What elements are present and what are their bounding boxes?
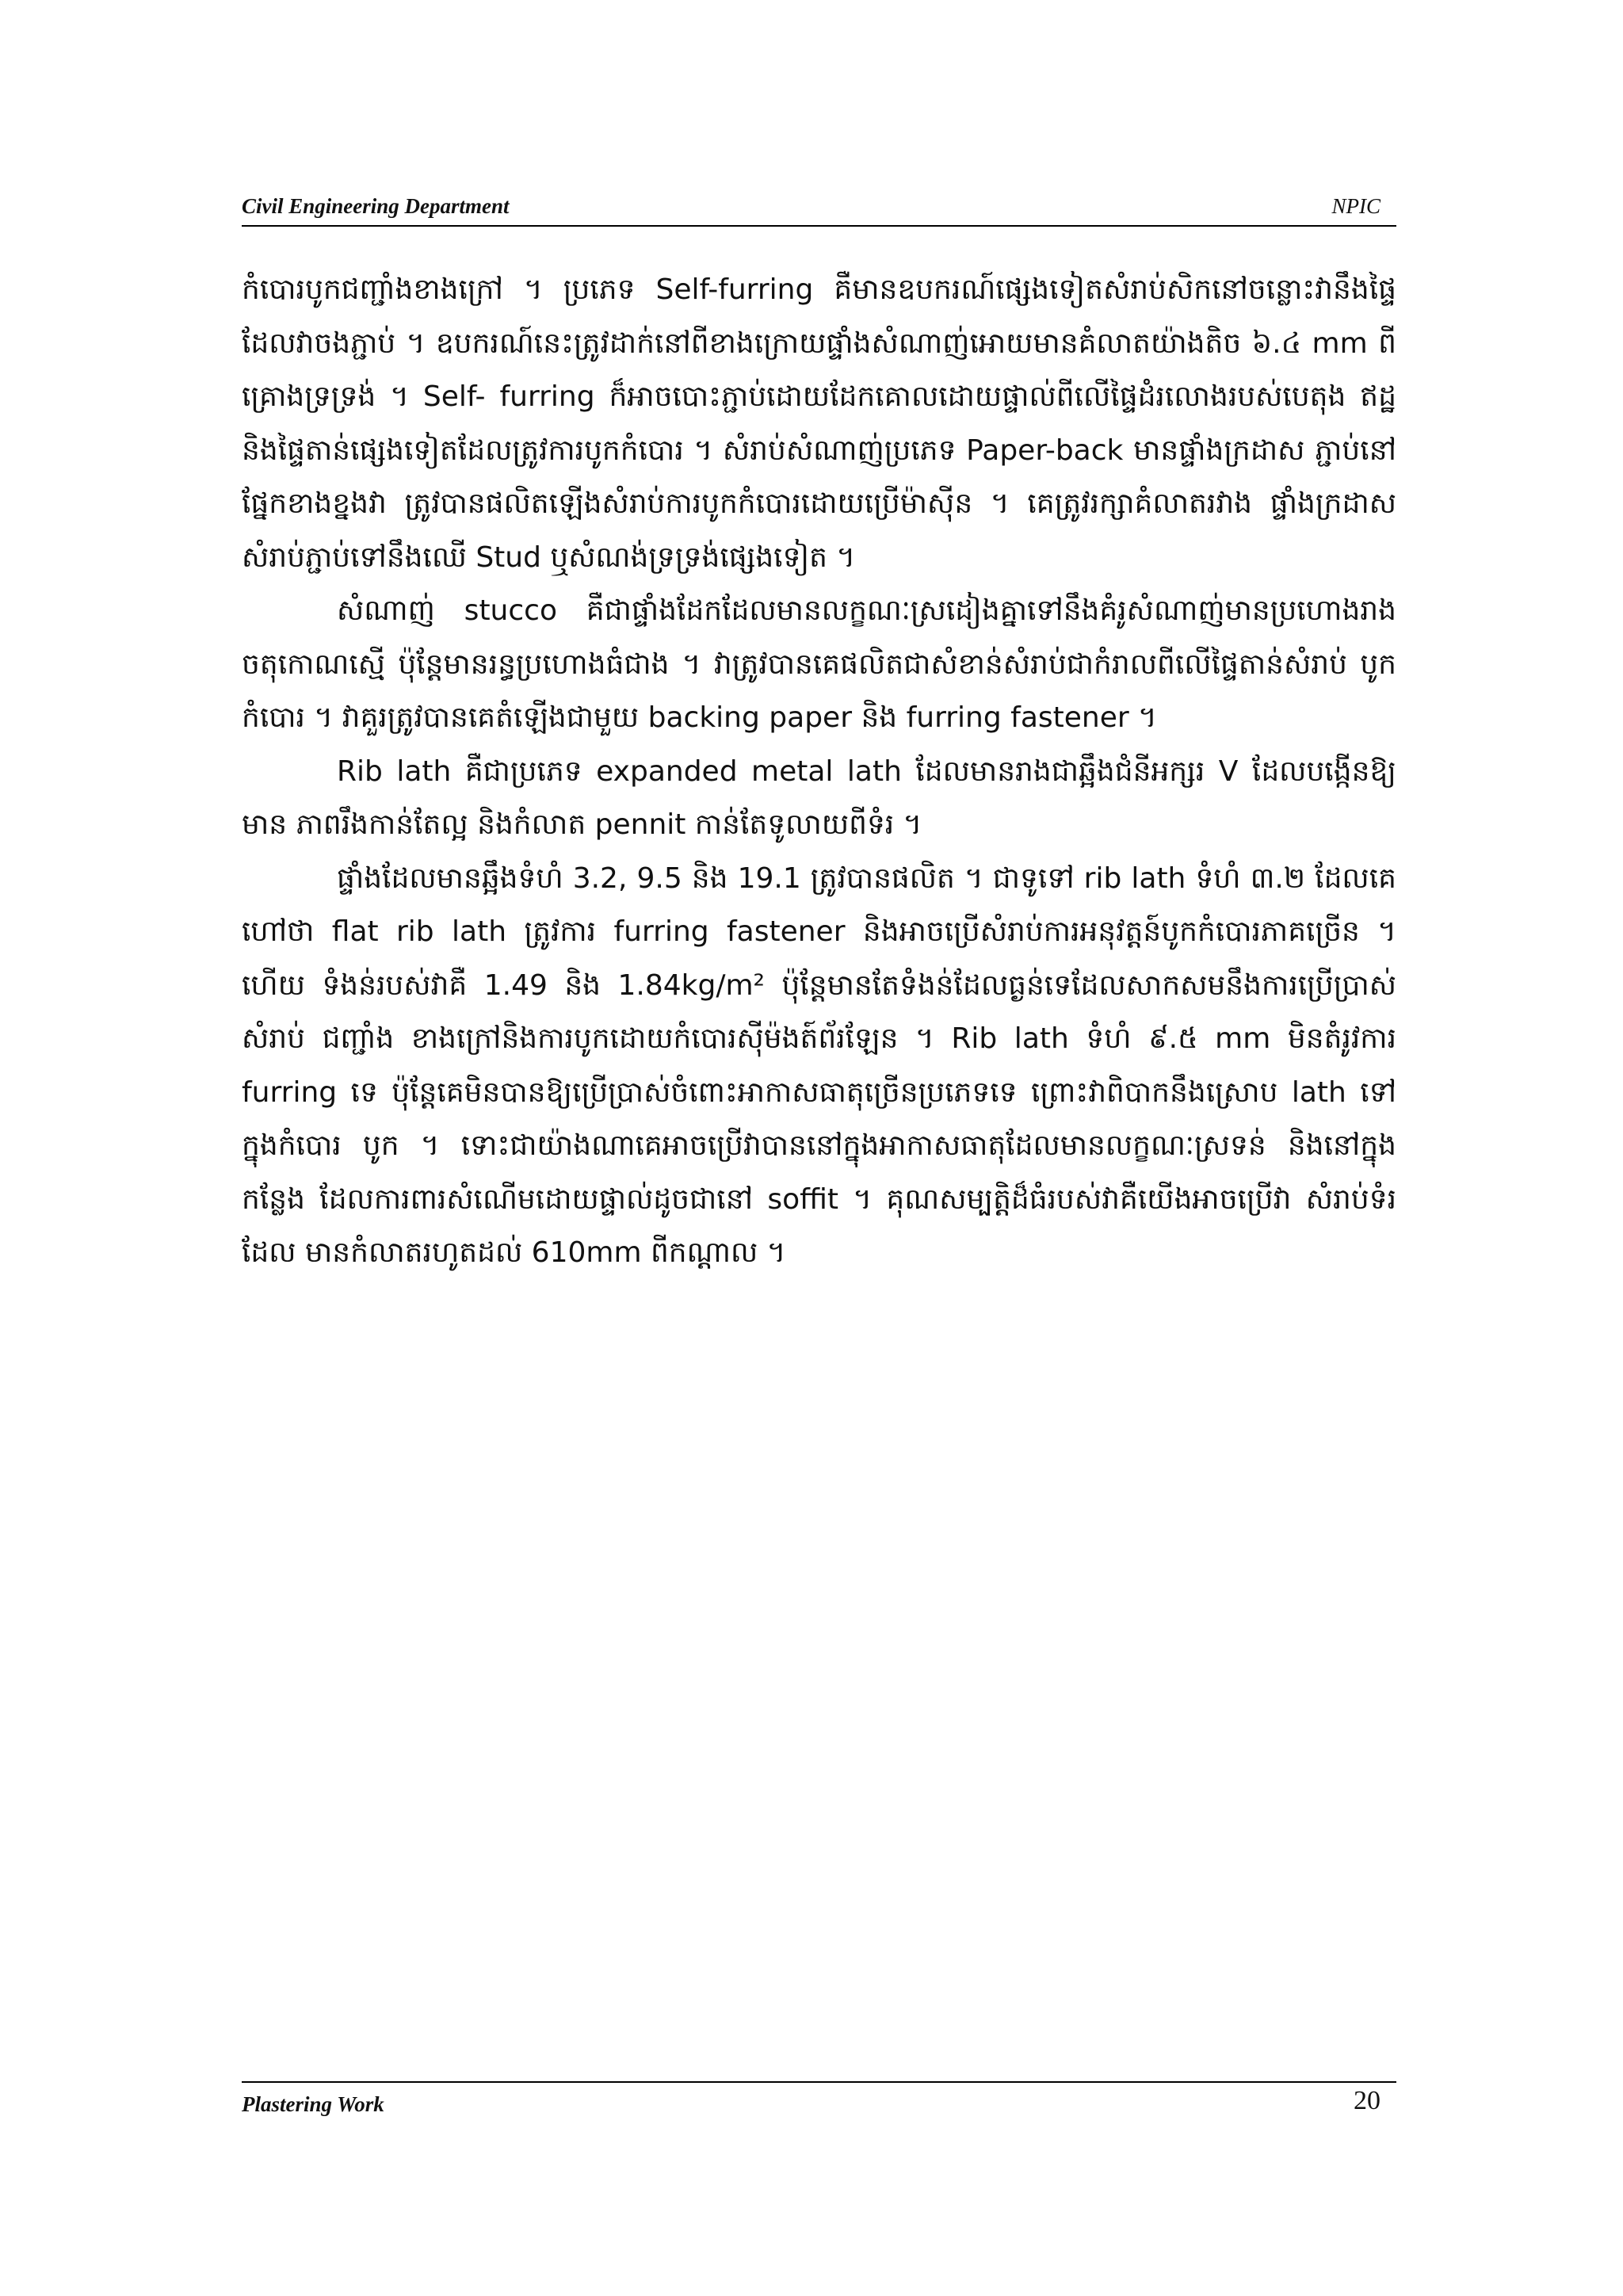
header-institution: NPIC — [1331, 194, 1381, 218]
body-text — [242, 263, 1396, 1280]
footer-chapter-title: Plastering Work — [242, 2092, 384, 2116]
paragraph-4: ផ្ទាំងដែលមានឆ្អឹងទំហំ 3.2, 9.5 និង 19.1 ត្រូវបានផលិត ។ ជាទូទៅ rib lath ទំហំ ៣.២ ដែលគេ ហៅថា flat rib lath ត្រូវការ furring fastener និងអាចប្រើសំរាប់ការអនុវត្តន៍បូកកំបោរភាគច្រើន ។ ហើយ ទំងន់របស់វាគឺ 1.49 និង 1.84kg/m² ប៉ុន្តែមានតែទំងន់ដែលធ្ងន់ទេដែលសាកសមនឹងការប្រើប្រាស់សំរាប់ ជញ្ជាំង ខាងក្រៅនិងការបូកដោយកំបោរស៊ីម៉ងត៍ព័រឡែន ។ Rib lath ទំហំ ៩.៥ mm មិនតំរូវការ furring ទេ ប៉ុន្តែគេមិនបានឱ្យប្រើប្រាស់ចំពោះអាកាសធាតុច្រើនប្រភេទទេ ព្រោះវាពិបាកនឹងស្រោប lath ទៅក្នុងកំបោរ បូក ។ ទោះជាយ៉ាងណាគេអាចប្រើវាបាននៅក្នុងអាកាសធាតុដែលមានលក្ខណៈស្រទន់ និងនៅក្នុងកន្លែង ដែលការពារសំណើមដោយផ្ទាល់ដូចជានៅ soffit ។ គុណសម្បត្តិដ៏ធំរបស់វាគឺយើងអាចប្រើវា សំរាប់ទំរដែល មានកំលាតរហូតដល់ 610mm ពីកណ្តាល ។ — [242, 861, 1396, 1269]
page-header — [242, 190, 1396, 227]
page-number: 20 — [1354, 2086, 1381, 2115]
page-footer — [242, 2081, 1396, 2119]
paragraph-2: សំណាញ់ stucco គឺជាផ្ទាំងដែកដែលមានលក្ខណៈស្រដៀងគ្នាទៅនឹងគំរូសំណាញ់មានប្រហោងរាង ចតុកោណស្មើ ប៉ុន្តែមានរន្ធប្រហោងធំជាង ។ វាត្រូវបានគេផលិតជាសំខាន់សំរាប់ជាកំរាលពីលើផ្ទៃតាន់សំរាប់ បូកកំបោរ ។ វាគួរត្រូវបានគេតំឡើងជាមួយ backing paper និង furring fastener ។ — [242, 594, 1396, 734]
paragraph-3: Rib lath គឺជាប្រភេទ expanded metal lath ដែលមានរាងជាឆ្អឹងជំនីអក្សរ V ដែលបង្កើនឱ្យមាន ភាពរឹងកាន់តែល្អ និងកំលាត pennit កាន់តែទូលាយពីទំរ ។ — [242, 755, 1396, 841]
paragraph-1: កំបោរបូកជញ្ជាំងខាងក្រៅ ។ ប្រភេទ Self-furring គឺមានឧបករណ៍ផ្សេងទៀតសំរាប់សិកនៅចន្លោះវានឹងផ្ទៃ ដែលវាចងភ្ជាប់ ។ ឧបករណ៍នេះត្រូវដាក់នៅពីខាងក្រោយផ្ទាំងសំណាញ់អោយមានគំលាតយ៉ាងតិច ៦.៤ mm ពីគ្រោងទ្រទ្រង់ ។ Self- furring ក៏អាចបោះភ្ជាប់ដោយដែកគោលដោយផ្ទាល់ពីលើផ្ទៃដំរលោងរបស់បេតុង ឥដ្ឋ និងផ្ទៃតាន់ផ្សេងទៀតដែលត្រូវការបូកកំបោរ ។ សំរាប់សំណាញ់ប្រភេទ Paper-back មានផ្ទាំងក្រដាស ភ្ជាប់នៅផ្នែកខាងខ្នងវា ត្រូវបានផលិតឡើងសំរាប់ការបូកកំបោរដោយប្រើម៉ាស៊ីន ។ គេត្រូវរក្សាគំលាតរវាង ផ្ទាំងក្រដាសសំរាប់ភ្ជាប់ទៅនឹងឈើ Stud ឬសំណង់ទ្រទ្រង់ផ្សេងទៀត ។ — [242, 273, 1396, 574]
header-department: Civil Engineering Department — [242, 194, 510, 218]
